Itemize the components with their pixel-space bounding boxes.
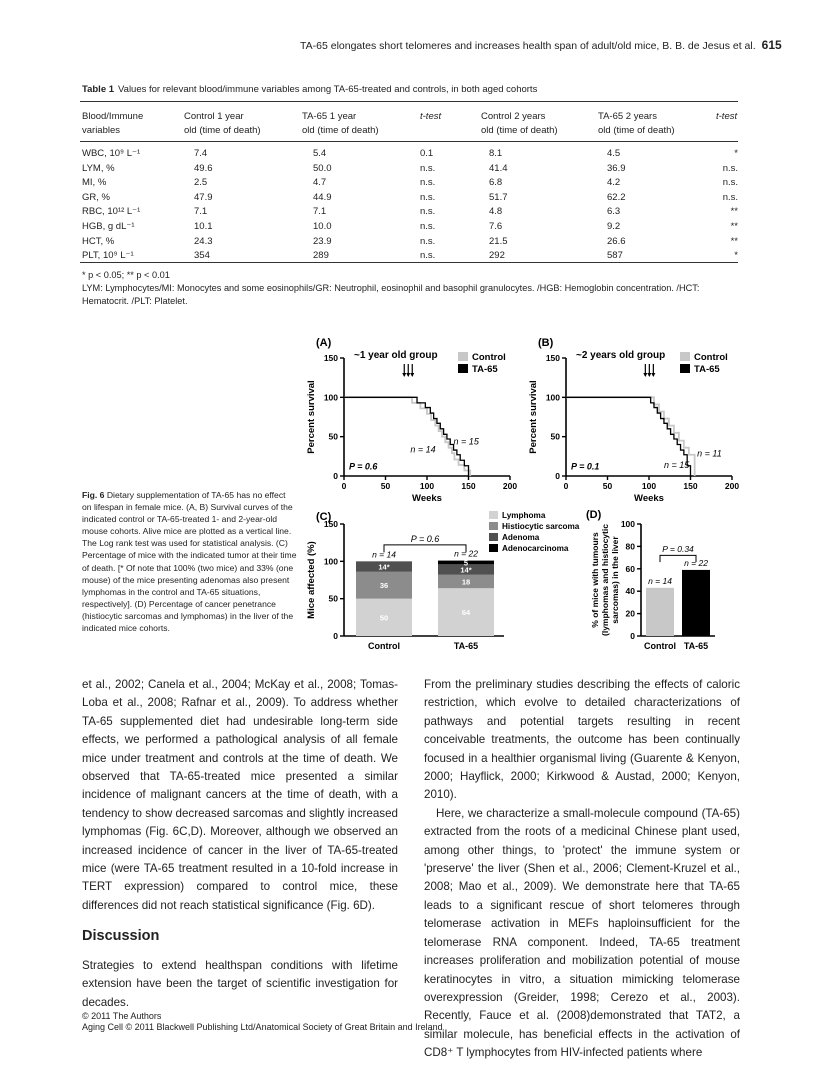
y-axis-label: Percent survival	[528, 380, 539, 454]
legend-swatch-control	[680, 352, 690, 361]
x-tick-label: 150	[461, 481, 476, 491]
table-cell: 6.8	[489, 177, 503, 189]
y-tick-label: 0	[630, 631, 635, 641]
y-tick-label: 60	[625, 563, 635, 574]
table-row-label: HGB, g dL⁻¹	[82, 221, 135, 232]
n-label: n = 14	[648, 575, 672, 586]
bar-data-label: 14*	[378, 562, 390, 572]
n-label-ta65: n = 15	[663, 460, 690, 471]
table-cell: 10.0	[313, 221, 332, 232]
legend-label-ta65: TA-65	[472, 364, 498, 375]
table-header-cell: t-test	[420, 111, 442, 122]
table-header-cell: Control 1 year old (time of death)	[184, 111, 261, 136]
arrow-head	[402, 373, 406, 377]
table-cell: *	[734, 148, 738, 159]
legend-label: Adenocarcinoma	[502, 544, 569, 553]
table-cell: **	[730, 206, 738, 218]
table-header-cell: TA-65 1 year old (time of death)	[302, 111, 379, 136]
table-row-label: HCT, %	[82, 235, 115, 247]
table-cell: n.s.	[420, 221, 436, 232]
y-tick-label: 0	[555, 471, 560, 481]
x-tick-label: 200	[502, 481, 518, 491]
table-cell: 4.5	[607, 148, 621, 159]
y-axis-label-line: sarcomas) in the liver	[610, 536, 620, 624]
bar-data-label: 14*	[460, 565, 472, 575]
table-cell: 4.8	[489, 206, 503, 218]
figure-caption	[82, 489, 297, 634]
table-cell: **	[730, 221, 738, 232]
table-caption-text: Values for relevant blood/immune variables among TA-65-treated and controls, in both aged cohorts	[118, 84, 538, 95]
legend-swatch-control	[458, 352, 468, 361]
figure-caption-text: Dietary supplementation of TA-65 has no effect on lifespan in female mice. (A, B) Survival curves of the indicated control or TA-65-treated 1- and 2-year-old mouse cohorts. Alive mice are plotted as a vertical line. The Log rank test was used for statistical analysis. (C) Percentage of mice with the indicated tumor at their time of death. [* Of note that 100% (two mice) and 33% (one mouse) of the mice presenting adenomas also present lymphomas in the control and TA-65 situations, respectively]. (D) Percentage of cancer penetrance (histiocytic sarcomas and lymphomas) in the liver of the indicated mice cohorts.	[82, 490, 297, 634]
table-row-label: PLT, 10⁹ L⁻¹	[82, 250, 134, 262]
legend-swatch	[489, 511, 498, 519]
table-label: Table 1	[82, 84, 115, 95]
table-header-cell: Control 2 years old (time of death)	[481, 111, 558, 136]
y-axis-label-line: % of mice with tumours	[590, 532, 600, 628]
y-axis-label: Mice affected (%)	[306, 541, 317, 619]
table-cell: 62.2	[607, 191, 626, 203]
table-cell: n.s.	[420, 206, 436, 218]
table-header-cell: TA-65 2 years old (time of death)	[598, 111, 675, 136]
table-header-cell: Blood/Immune variables	[82, 111, 144, 136]
table-cell: n.s.	[420, 250, 436, 262]
n-label: n = 22	[684, 557, 708, 568]
footer-journal: Aging Cell © 2011 Blackwell Publishing Ltd/Anatomical Society of Great Britain and Ireland	[82, 1022, 443, 1032]
table-row-label: RBC, 10¹² L⁻¹	[82, 206, 141, 218]
table-cell: 7.1	[313, 206, 327, 218]
y-tick-label: 0	[333, 631, 338, 641]
table-row-label: GR, %	[82, 191, 110, 203]
x-tick-label: 0	[341, 481, 347, 491]
y-tick-label: 80	[625, 541, 635, 552]
table-cell: 47.9	[194, 191, 213, 203]
table-row-label: WBC, 10⁹ L⁻¹	[82, 148, 141, 159]
y-tick-label: 40	[625, 586, 635, 597]
running-title: TA-65 elongates short telomeres and increases health span of adult/old mice, B. B. de Jesus et al.	[300, 40, 756, 52]
legend-label-control: Control	[694, 352, 728, 363]
table-cell: 354	[194, 250, 210, 262]
arrow-head	[651, 373, 655, 377]
discussion-heading: Discussion	[82, 928, 160, 944]
x-tick-label: 50	[602, 481, 613, 491]
body-paragraph: et al., 2002; Canela et al., 2004; McKay et al., 2008; Tomas-Loba et al., 2008; Rafnar et al., 2009). To address whether TA-65 supplemented diet had undesirable long-term side effects, we performed a pathological analysis of all female mice under treatment and controls at the time of death. We observed that TA-65-treated mice presented a similar incidence of malignant cancers at the time of death, with a tendency to show decreased sarcomas and slightly increased lymphomas (Fig. 6C,D). Moreover, although we observed an increased incidence of cancer in the liver of TA-65-treated mice (were TA-65 treatment resulted in a 10-fold increase in TERT expression) compared to control mice, these differences did not reach statistical significance (Fig. 6D).	[82, 678, 398, 912]
bar-data-label: 18	[461, 577, 471, 587]
table-row-label: MI, %	[82, 177, 107, 189]
discussion-paragraph	[82, 957, 398, 1012]
x-tick-label: 0	[563, 481, 569, 491]
table-cell: n.s.	[722, 162, 738, 174]
table-cell: 7.4	[194, 148, 208, 159]
discussion-text: Strategies to extend healthspan conditions with lifetime extension have been the target of scientific investigation for decades.	[82, 959, 398, 1009]
panel-title: ~2 years old group	[576, 350, 666, 361]
n-label: n = 22	[454, 548, 478, 559]
y-tick-label: 100	[323, 556, 338, 567]
table-cell: 7.6	[489, 221, 503, 232]
y-tick-label: 100	[545, 392, 560, 403]
n-label-control: n = 11	[697, 448, 722, 459]
y-tick-label: 100	[323, 392, 338, 403]
n-label: n = 14	[372, 549, 396, 560]
legend-swatch-ta65	[680, 364, 690, 373]
category-label: TA-65	[453, 641, 479, 651]
body-paragraph-right-2: Here, we characterize a small-molecule compound (TA-65) extracted from the roots of a medicinal Chinese plant used, among other things, to 'protect' the immune system or 'preserve' the liver (Shen et al., 2006; Clement-Kruzel et al., 2008; Mao et al., 2009). We demonstrate here that TA-65 leads to a significant rescue of short telomeres through telomerase activation in MEFs haploinsufficient for the telomerase RNA component. Indeed, TA-65 treatment increases proliferation and mobilization potential of mouse keratinocytes in vitro, a situation mimicking telomerase overexpression (Greider, 1998; Cerezo et al., 2003). Recently, Fauce et al. (2008)demonstrated that TAT2, a similar molecule, has beneficial effects in the activation of CD8⁺ T lymphocytes from HIV-infected patients where	[424, 806, 740, 1060]
figure-caption-label: Fig. 6	[82, 490, 105, 500]
panel-letter: (B)	[538, 337, 554, 349]
table-cell: 21.5	[489, 235, 508, 247]
bar-data-label: 5	[463, 558, 469, 568]
table-cell: 7.1	[194, 206, 208, 218]
table-cell: 2.5	[194, 177, 208, 189]
table-cell: 23.9	[313, 235, 332, 247]
bar	[646, 588, 674, 636]
table-cell: 4.7	[313, 177, 327, 189]
y-axis-label-line: (lymphomas and histiocytic	[600, 524, 610, 636]
legend-label-ta65: TA-65	[694, 364, 720, 375]
y-tick-label: 150	[323, 353, 338, 363]
bar-data-label: 50	[379, 613, 389, 623]
n-label-control: n = 14	[410, 444, 436, 455]
table-cell: n.s.	[420, 191, 436, 203]
table-cell: 292	[489, 250, 505, 262]
table-cell: n.s.	[420, 162, 436, 174]
y-tick-label: 50	[328, 593, 338, 604]
bar-data-label: 36	[379, 581, 389, 591]
y-axis-label: Percent survival	[306, 380, 317, 454]
table-cell: 5.4	[313, 148, 327, 159]
x-tick-label: 50	[380, 481, 391, 491]
panel-a	[306, 337, 517, 504]
table-cell: 10.1	[194, 221, 213, 232]
category-label: TA-65	[683, 641, 709, 651]
footer-copyright: © 2011 The Authors	[82, 1011, 162, 1021]
panel-c	[306, 511, 580, 651]
table-header-cell: t-test	[716, 111, 738, 122]
table-cell: n.s.	[420, 235, 436, 247]
category-label: Control	[368, 641, 400, 651]
table-cell: 41.4	[489, 162, 508, 174]
x-tick-label: 100	[419, 481, 435, 491]
y-tick-label: 100	[620, 519, 635, 529]
table-cell: 50.0	[313, 162, 332, 174]
table-cell: 4.2	[607, 177, 621, 189]
table-footnote-abbr: LYM: Lymphocytes/MI: Monocytes and some eosinophils/GR: Neutrophil, eosinophil and basophil granulocytes. /HGB: Hemoglobin concentration. /HCT: Hematocrit. /PLT: Platelet.	[82, 283, 700, 306]
bar-data-label: 64	[461, 608, 471, 618]
body-paragraph-right-1: From the preliminary studies describing the effects of caloric restriction, which evolve to detailed characterizations of pathways and potential targets resulting in recent conceivable treatments, the outcome has been continually focused in a healthier organismal living (Guarente & Kenyon, 2000; Hayflick, 2000; Kirkwood & Austad, 2000; Kenyon, 2010).	[424, 678, 740, 802]
x-axis-label: Weeks	[412, 493, 442, 504]
p-value: P = 0.6	[410, 533, 440, 544]
y-tick-label: 50	[328, 431, 338, 442]
legend-swatch	[489, 522, 498, 530]
legend-label: Histiocytic sarcoma	[502, 522, 580, 531]
panel-d	[586, 509, 715, 651]
table-cell: n.s.	[420, 177, 436, 189]
legend-swatch	[489, 544, 498, 552]
table-cell: 51.7	[489, 191, 508, 203]
table-cell: 0.1	[420, 148, 434, 159]
table-cell: 24.3	[194, 235, 213, 247]
body-column-right	[424, 676, 740, 1063]
panel-letter: (A)	[316, 337, 332, 349]
n-label-ta65: n = 15	[453, 436, 479, 447]
arrow-head	[647, 373, 651, 377]
page-footer	[82, 1011, 443, 1033]
x-axis-label: Weeks	[634, 493, 664, 504]
table-cell: 36.9	[607, 162, 626, 174]
p-value: P = 0.6	[348, 461, 378, 472]
table-cell: 289	[313, 250, 329, 262]
y-tick-label: 50	[550, 431, 560, 442]
panel-title: ~1 year old group	[354, 350, 438, 361]
table-cell: **	[730, 235, 738, 247]
legend-label-control: Control	[472, 352, 506, 363]
table-cell: 8.1	[489, 148, 503, 159]
category-label: Control	[644, 641, 676, 651]
table-cell: n.s.	[722, 177, 738, 189]
table-cell: n.s.	[722, 191, 738, 203]
legend-swatch	[489, 533, 498, 541]
arrow-head	[406, 373, 410, 377]
panel-letter: (D)	[586, 509, 602, 521]
y-tick-label: 20	[625, 608, 635, 619]
arrow-head	[643, 373, 647, 377]
y-tick-label: 150	[323, 519, 338, 529]
x-tick-label: 200	[724, 481, 740, 491]
p-value: P = 0.1	[570, 461, 600, 472]
table-cell: 587	[607, 250, 623, 262]
table-cell: 6.3	[607, 206, 621, 218]
bar	[682, 570, 710, 636]
legend-label: Adenoma	[502, 533, 540, 542]
x-tick-label: 100	[641, 481, 657, 491]
legend-swatch-ta65	[458, 364, 468, 373]
panel-b	[528, 337, 739, 504]
table-cell: 9.2	[607, 221, 621, 232]
table-cell: 26.6	[607, 235, 626, 247]
table-cell: 44.9	[313, 191, 332, 203]
legend-label: Lymphoma	[502, 511, 546, 520]
p-value: P = 0.34	[662, 544, 694, 554]
table-cell: *	[734, 250, 738, 262]
y-tick-label: 150	[545, 353, 560, 363]
table-cell: 49.6	[194, 162, 213, 174]
panel-letter: (C)	[316, 511, 332, 523]
table-footnote-sig: * p < 0.05; ** p < 0.01	[82, 270, 170, 280]
arrow-head	[410, 373, 414, 377]
table-row-label: LYM, %	[82, 162, 115, 174]
body-column-left	[82, 676, 398, 915]
x-tick-label: 150	[683, 481, 698, 491]
page-number: 615	[761, 38, 782, 52]
y-tick-label: 0	[333, 471, 338, 481]
